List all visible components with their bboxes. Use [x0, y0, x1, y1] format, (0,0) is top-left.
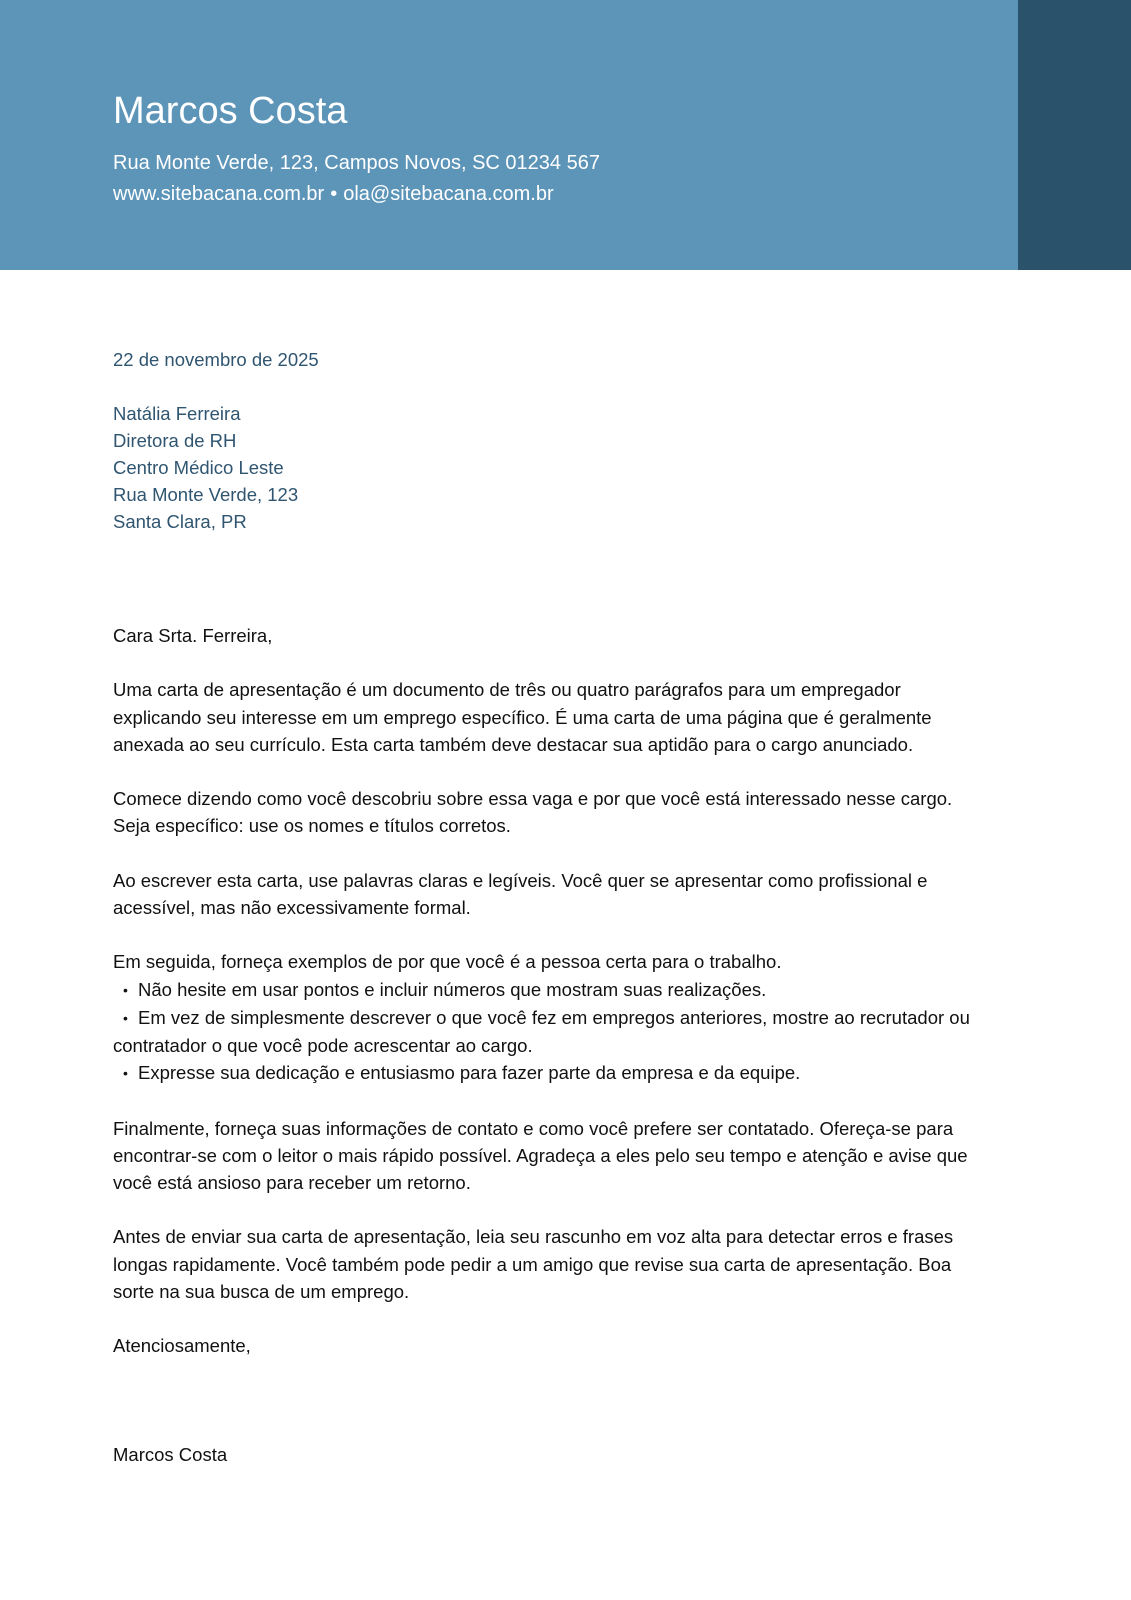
recipient-name: Natália Ferreira	[113, 403, 241, 424]
bullet-dot-icon: •	[123, 1065, 128, 1082]
sender-web-email	[113, 179, 600, 210]
bullet-item	[113, 976, 993, 1004]
body-paragraph: Finalmente, forneça suas informações de contato e como você prefere ser contatado. Ofereça-se para encontrar-se com o leitor o mais rápido possível. Agradeça a eles pelo seu tempo e atenção e avise que você está ansioso para receber um retorno.	[113, 1117, 968, 1193]
recipient-block	[113, 400, 298, 535]
body-paragraph: Comece dizendo como você descobriu sobre essa vaga e por que você está interessado nesse cargo. Seja específico: use os nomes e títulos corretos.	[113, 788, 953, 837]
header-accent-block	[1018, 0, 1131, 270]
recipient-city: Santa Clara, PR	[113, 511, 247, 532]
bullet-item	[113, 1004, 993, 1059]
sign-off: Atenciosamente,	[113, 1335, 251, 1357]
contact-separator: •	[330, 183, 338, 205]
letter-body	[113, 622, 993, 1495]
sender-contact	[113, 148, 600, 210]
recipient-street: Rua Monte Verde, 123	[113, 484, 299, 505]
sender-website: www.sitebacana.com.br	[113, 183, 325, 205]
signature-space	[113, 1387, 993, 1441]
bullet-text: Em vez de simplesmente descrever o que você fez em empregos anteriores, mostre ao recrutador ou contratador o que você pode acrescentar ao cargo.	[113, 1006, 970, 1056]
bullet-dot-icon: •	[123, 1009, 128, 1026]
body-paragraph: Antes de enviar sua carta de apresentação, leia seu rascunho em voz alta para detectar erros e frases longas rapidamente. Você também pode pedir a um amigo que revise sua carta de apresentação. Boa sorte na sua busca de um emprego.	[113, 1226, 954, 1302]
sender-name: Marcos Costa	[113, 90, 348, 132]
list-intro: Em seguida, forneça exemplos de por que você é a pessoa certa para o trabalho.	[113, 951, 782, 973]
bullet-text: Expresse sua dedicação e entusiasmo para fazer parte da empresa e da equipe.	[138, 1062, 801, 1084]
recipient-company: Centro Médico Leste	[113, 457, 284, 478]
letter-date: 22 de novembro de 2025	[113, 349, 319, 370]
sender-address: Rua Monte Verde, 123, Campos Novos, SC 01234 567	[113, 152, 600, 174]
body-paragraph: Uma carta de apresentação é um documento de três ou quatro parágrafos para um empregador explicando seu interesse em um emprego específico. É uma carta de uma página que é geralmente anexada ao seu currículo. Esta carta também deve destacar sua aptidão para o cargo anunciado.	[113, 679, 932, 755]
body-paragraph: Ao escrever esta carta, use palavras claras e legíveis. Você quer se apresentar como profissional e acessível, mas não excessivamente formal.	[113, 869, 928, 918]
bullet-dot-icon: •	[123, 981, 128, 998]
signature-name: Marcos Costa	[113, 1443, 228, 1465]
bullet-text: Não hesite em usar pontos e incluir números que mostram suas realizações.	[138, 978, 767, 1000]
salutation: Cara Srta. Ferreira,	[113, 625, 273, 646]
examples-section	[113, 948, 993, 1087]
sender-email: ola@sitebacana.com.br	[343, 183, 554, 205]
recipient-title: Diretora de RH	[113, 430, 237, 451]
bullet-item	[113, 1059, 993, 1087]
